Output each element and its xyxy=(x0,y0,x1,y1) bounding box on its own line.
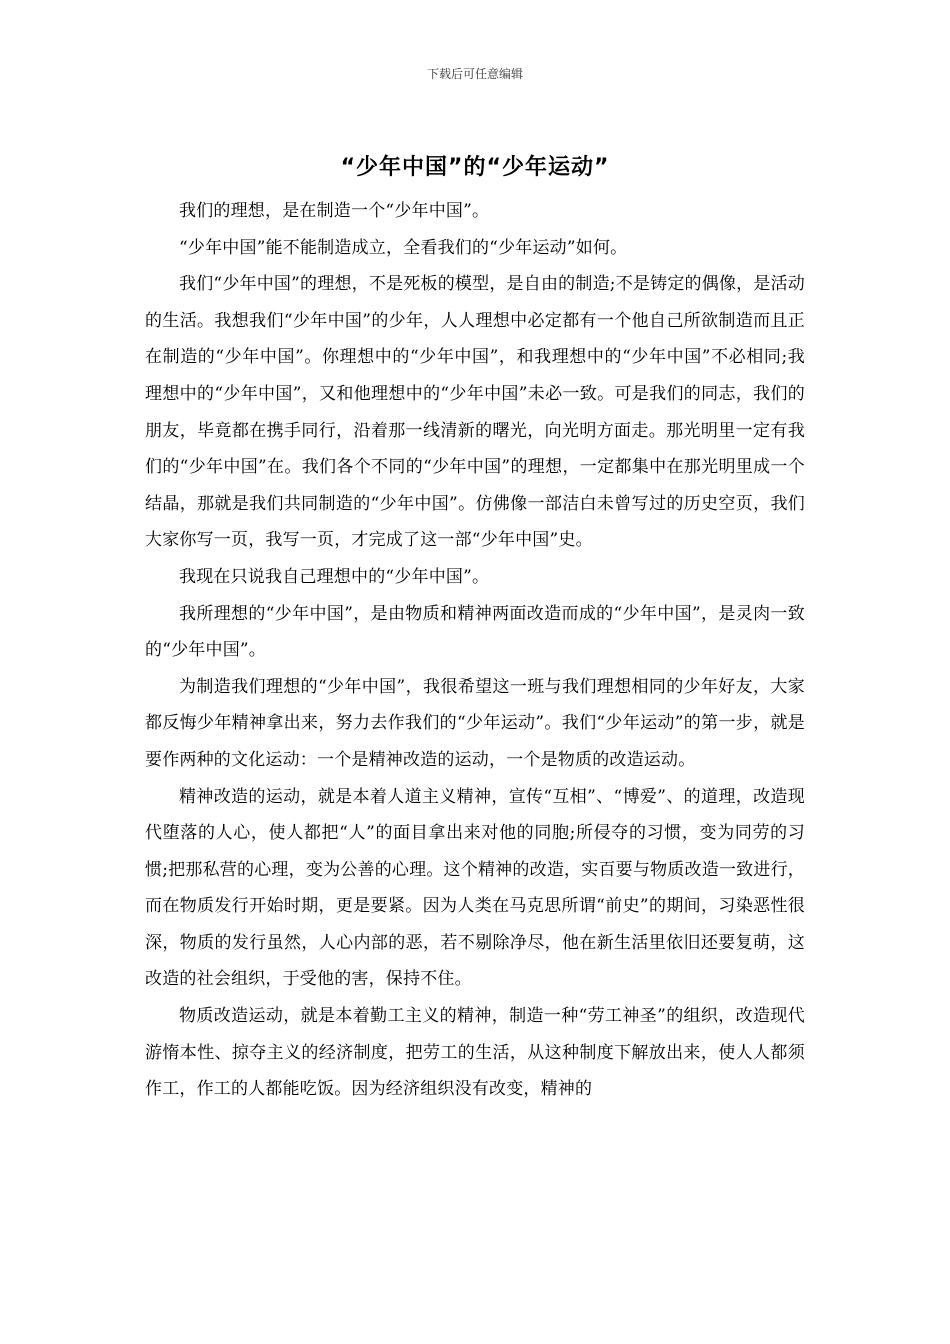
paragraph: 为制造我们理想的“少年中国”，我很希望这一班与我们理想相同的少年好友，大家都反悔少年精神拿出来，努力去作我们的“少年运动”。我们“少年运动”的第一步，就是要作两种的文化运动：一个是精神改造的运动，一个是物质的改造运动。 xyxy=(145,676,805,770)
paragraph: 我们“少年中国”的理想，不是死板的模型，是自由的制造;不是铸定的偶像，是活动的生活。我想我们“少年中国”的少年，人人理想中必定都有一个他自己所欲制造而且正在制造的“少年中国”。你理想中的“少年中国”，和我理想中的“少年中国”不必相同;我理想中的“少年中国”，又和他理想中的“少年中国”未必一致。可是我们的同志，我们的朋友，毕竟都在携手同行，沿着那一线清新的曙光，向光明方面走。那光明里一定有我们的“少年中国”在。我们各个不同的“少年中国”的理想，一定都集中在那光明里成一个结晶，那就是我们共同制造的“少年中国”。仿佛像一部洁白未曾写过的历史空页，我们大家你写一页，我写一页，才完成了这一部“少年中国”史。 xyxy=(145,274,805,551)
paragraph: 物质改造运动，就是本着勤工主义的精神，制造一种“劳工神圣”的组织，改造现代游惰本性、掠夺主义的经济制度，把劳工的生活，从这种制度下解放出来，使人人都须作工，作工的人都能吃饭。因为经济组织没有改变，精神的 xyxy=(145,1006,805,1100)
paragraph: 我现在只说我自己理想中的“少年中国”。 xyxy=(179,566,490,587)
document-title: “少年中国”的“少年运动” xyxy=(340,155,610,180)
paragraph: 我们的理想，是在制造一个“少年中国”。 xyxy=(179,201,490,221)
header-note: 下载后可任意编辑 xyxy=(426,67,523,81)
paragraph: 我所理想的“少年中国”，是由物质和精神两面改造而成的“少年中国”，是灵肉一致的“少年中国”。 xyxy=(145,603,805,661)
paragraph: 精神改造的运动，就是本着人道主义精神，宣传“互相”、“博爱”、的道理，改造现代堕落的人心，使人都把“人”的面目拿出来对他的同胞;所侵夺的习惯，变为同劳的习惯;把那私营的心理，变为公善的心理。这个精神的改造，实百要与物质改造一致进行，而在物质发行开始时期，更是要紧。因为人类在马克思所谓“前史”的期间，习染恶性很深，物质的发行虽然，人心内部的恶，若不剔除净尽，他在新生活里依旧还要复萌，这改造的社会组织，于受他的害，保持不住。 xyxy=(145,786,805,990)
paragraph: “少年中国”能不能制造成立，全看我们的“少年运动”如何。 xyxy=(179,237,628,258)
document-body xyxy=(145,193,805,1108)
